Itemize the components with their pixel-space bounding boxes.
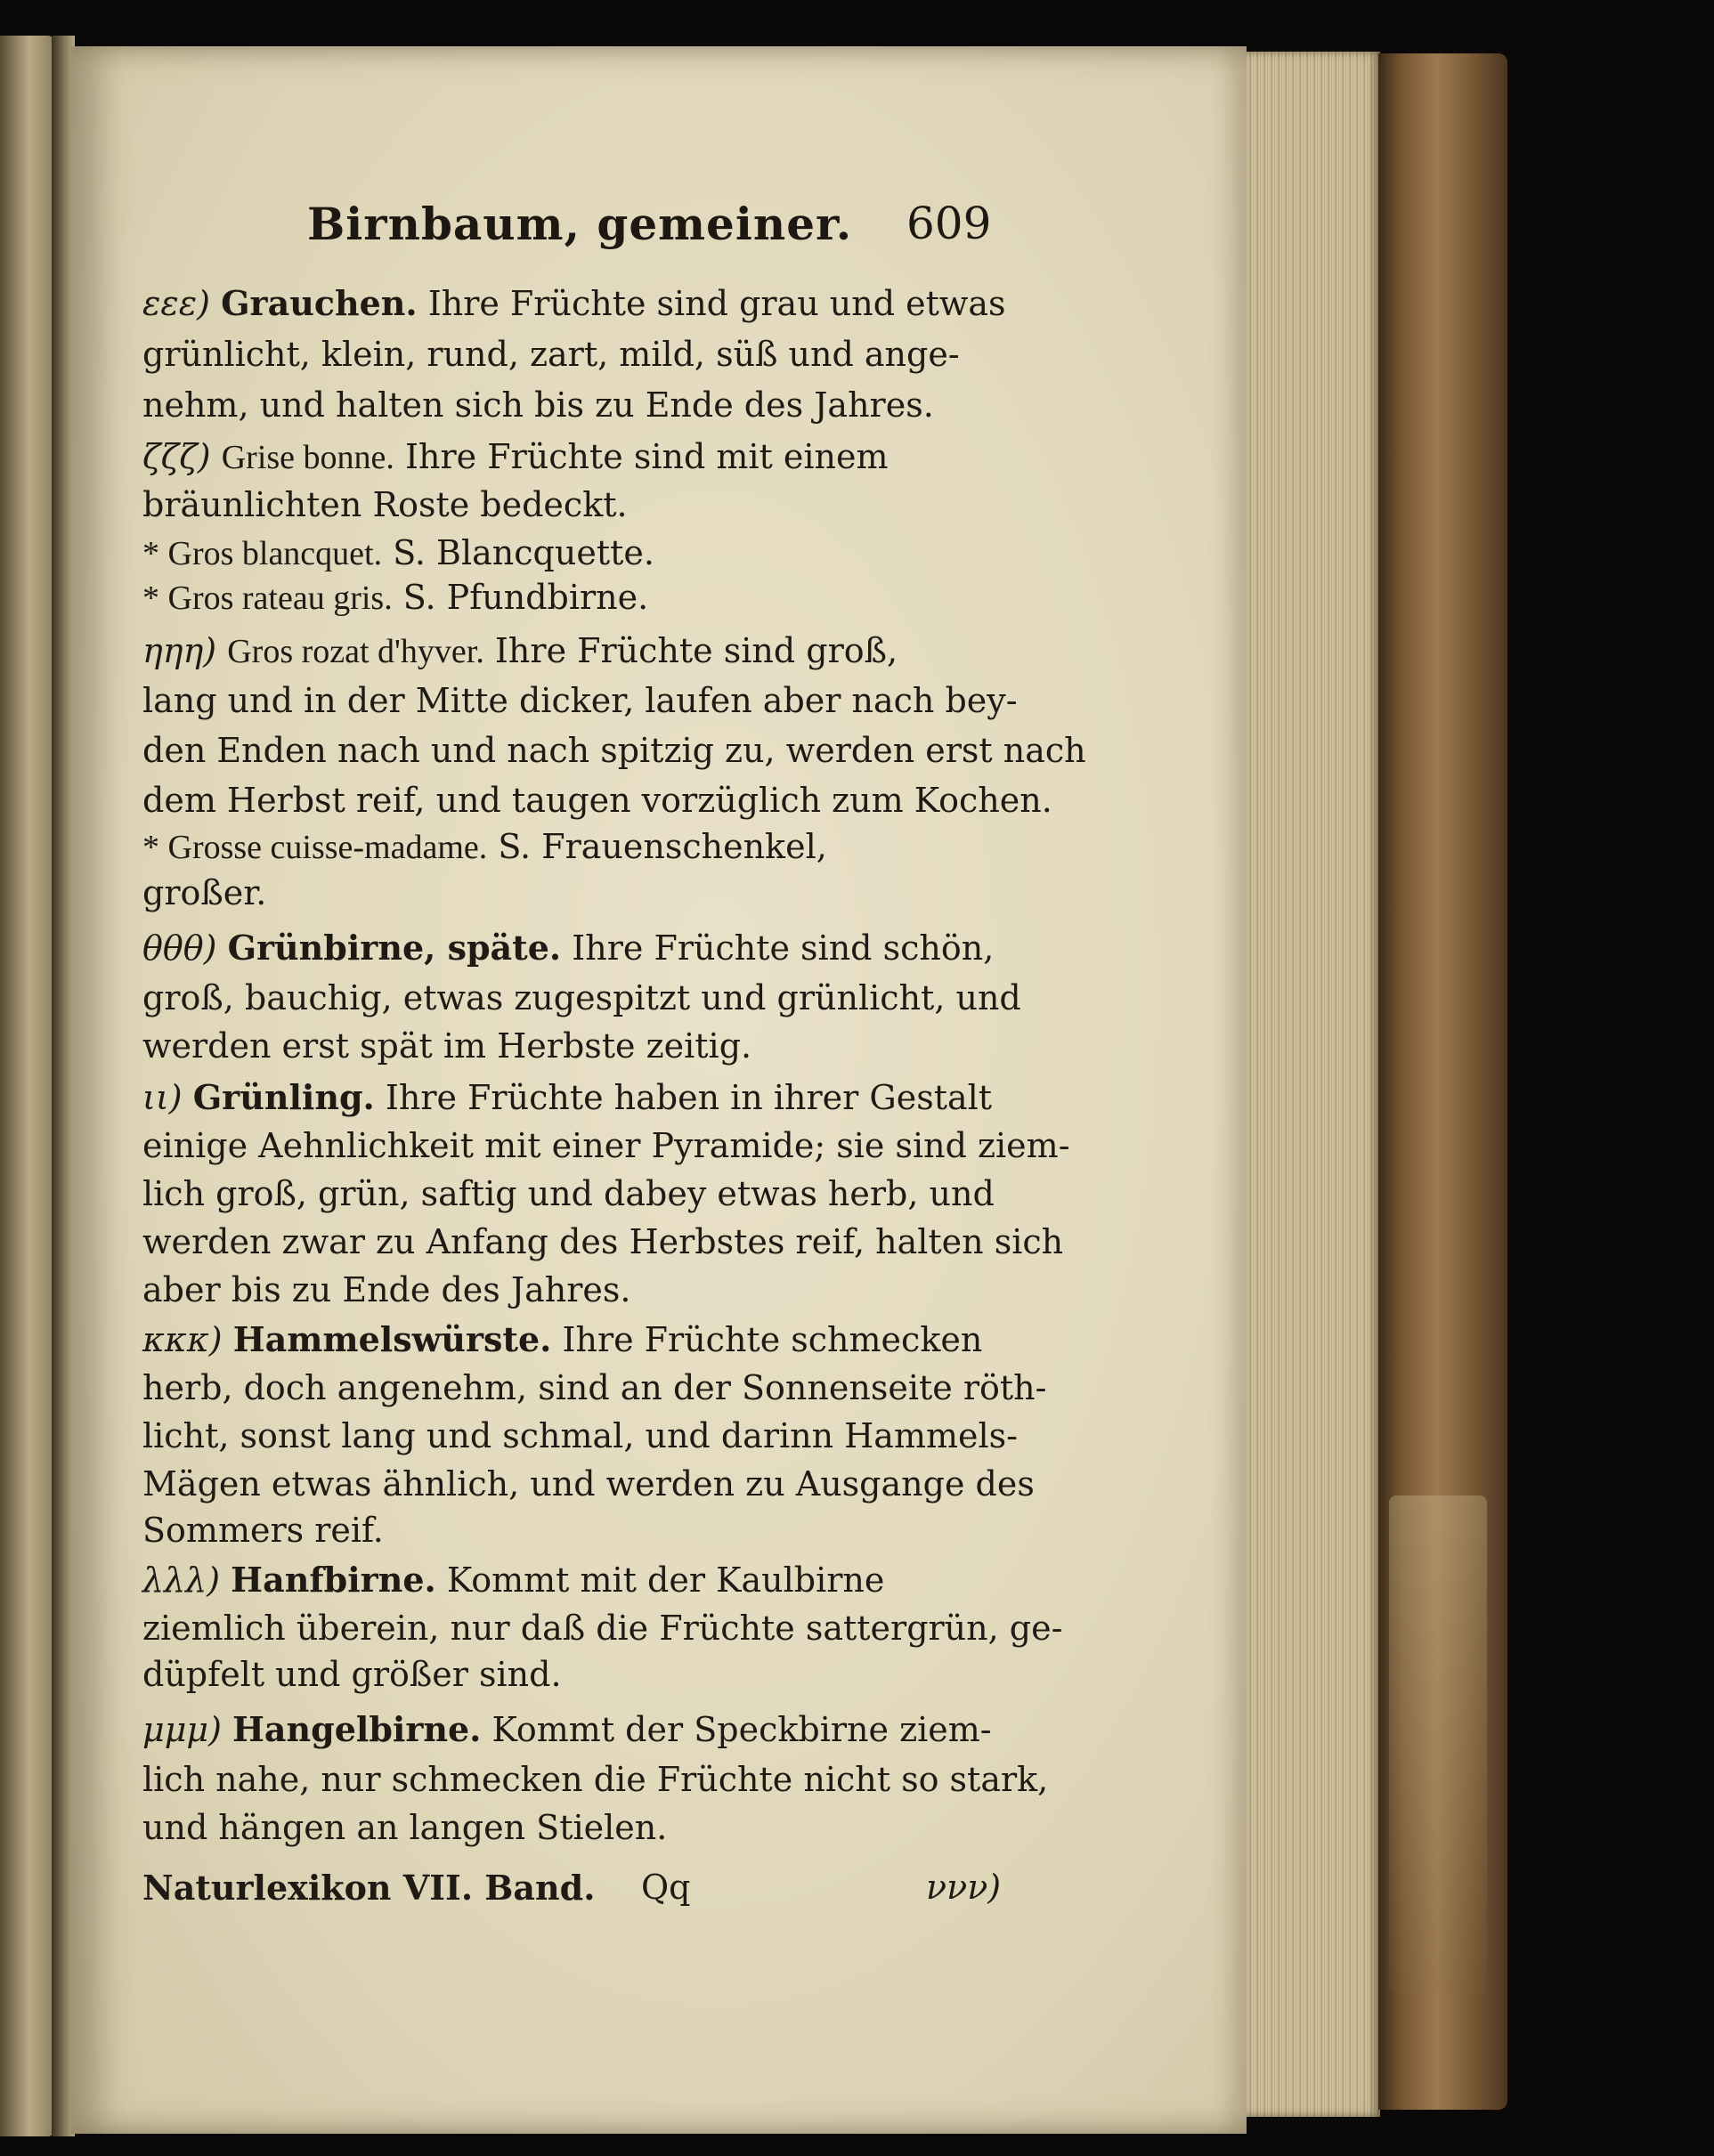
- entry-marker: κκκ): [142, 1320, 223, 1359]
- page-body: [142, 0, 1086, 2156]
- signature-line: [142, 1868, 1015, 1921]
- entry-marker: ιι): [142, 1078, 183, 1117]
- text-line: lich nahe, nur schmecken die Früchte nicht so stark,: [142, 1760, 1049, 1799]
- entry-marker: μμμ): [142, 1710, 222, 1749]
- catchword: ννν): [926, 1868, 1002, 1907]
- cross-ref-target: S. Frauenschenkel,: [498, 827, 827, 866]
- line-text: Kommt mit der Kaulbirne: [446, 1560, 885, 1600]
- text-line: groß, bauchig, etwas zugespitzt und grünlicht, und: [142, 978, 1021, 1017]
- text-line: [142, 827, 827, 866]
- text-line: Mägen etwas ähnlich, und werden zu Ausgange des: [142, 1464, 1035, 1504]
- entry-headword: Grise bonne.: [221, 439, 394, 476]
- text-line: aber bis zu Ende des Jahres.: [142, 1270, 631, 1309]
- text-line: licht, sonst lang und schmal, und darinn Hammels-: [142, 1416, 1019, 1455]
- text-line: [142, 437, 889, 476]
- entry-marker: ζζζ): [142, 437, 211, 476]
- line-text: Ihre Früchte sind mit einem: [405, 437, 889, 476]
- text-line: düpfelt und größer sind.: [142, 1655, 562, 1694]
- cross-ref-term: * Grosse cuisse-madame.: [142, 829, 488, 866]
- page-number: 609: [906, 198, 992, 249]
- page-edges: [1247, 52, 1380, 2117]
- cross-ref-target: S. Blancquette.: [393, 533, 654, 572]
- entry-marker: θθθ): [142, 928, 217, 968]
- line-text: Ihre Früchte sind grau und etwas: [427, 284, 1006, 323]
- entry-headword: Gros rozat d'hyver.: [227, 633, 484, 670]
- text-line: dem Herbst reif, und taugen vorzüglich zum Kochen.: [142, 781, 1052, 820]
- cover-wear: [1389, 1495, 1487, 1994]
- text-line: [142, 1560, 885, 1600]
- facing-page-edge: [0, 36, 53, 2136]
- text-line: [142, 283, 1006, 323]
- line-text: Ihre Früchte sind groß,: [494, 631, 898, 670]
- text-line: [142, 928, 995, 968]
- entry-headword: Grauchen.: [221, 283, 418, 323]
- text-line: Sommers reif.: [142, 1511, 384, 1550]
- text-line: [142, 1319, 983, 1359]
- entry-marker: λλλ): [142, 1560, 221, 1600]
- text-line: lang und in der Mitte dicker, laufen aber nach bey-: [142, 681, 1018, 720]
- line-text: Ihre Früchte sind schön,: [572, 928, 995, 968]
- cross-ref-term: * Gros blancquet.: [142, 535, 383, 572]
- cross-ref-target: S. Pfundbirne.: [402, 578, 649, 617]
- text-line: [142, 1709, 992, 1749]
- text-line: [142, 580, 648, 615]
- text-line: werden zwar zu Anfang des Herbstes reif, halten sich: [142, 1222, 1064, 1261]
- entry-marker: εεε): [142, 284, 210, 323]
- entry-headword: Hangelbirne.: [232, 1709, 482, 1749]
- text-line: [142, 631, 898, 670]
- entry-headword: Grünling.: [192, 1077, 375, 1117]
- entry-headword: Hanfbirne.: [231, 1560, 436, 1600]
- cross-ref-term: * Gros rateau gris.: [142, 580, 393, 617]
- text-line: bräunlichten Roste bedeckt.: [142, 485, 628, 524]
- text-line: [142, 1077, 993, 1117]
- text-line: einige Aehnlichkeit mit einer Pyramide; sie sind ziem-: [142, 1126, 1070, 1165]
- signature-mark: Qq: [641, 1868, 691, 1907]
- text-line: großer.: [142, 873, 267, 912]
- text-line: [142, 533, 654, 572]
- line-text: Ihre Früchte haben in ihrer Gestalt: [385, 1078, 993, 1117]
- entry-headword: Hammelswürste.: [232, 1319, 552, 1359]
- text-line: herb, doch angenehm, sind an der Sonnenseite röth-: [142, 1368, 1047, 1407]
- entry-marker: ηηη): [142, 631, 217, 670]
- text-line: grünlicht, klein, rund, zart, mild, süß und ange-: [142, 335, 960, 374]
- line-text: Ihre Früchte schmecken: [562, 1320, 983, 1359]
- text-line: lich groß, grün, saftig und dabey etwas herb, und: [142, 1174, 995, 1213]
- signature-title: Naturlexikon VII. Band.: [142, 1868, 596, 1908]
- text-line: und hängen an langen Stielen.: [142, 1808, 668, 1847]
- entry-headword: Grünbirne, späte.: [227, 928, 562, 968]
- line-text: Kommt der Speckbirne ziem-: [491, 1710, 992, 1749]
- text-line: werden erst spät im Herbste zeitig.: [142, 1026, 752, 1066]
- running-title: Birnbaum, gemeiner.: [307, 198, 853, 250]
- text-line: nehm, und halten sich bis zu Ende des Jahres.: [142, 385, 934, 425]
- text-line: ziemlich überein, nur daß die Früchte sattergrün, ge-: [142, 1609, 1063, 1648]
- text-line: den Enden nach und nach spitzig zu, werden erst nach: [142, 731, 1086, 770]
